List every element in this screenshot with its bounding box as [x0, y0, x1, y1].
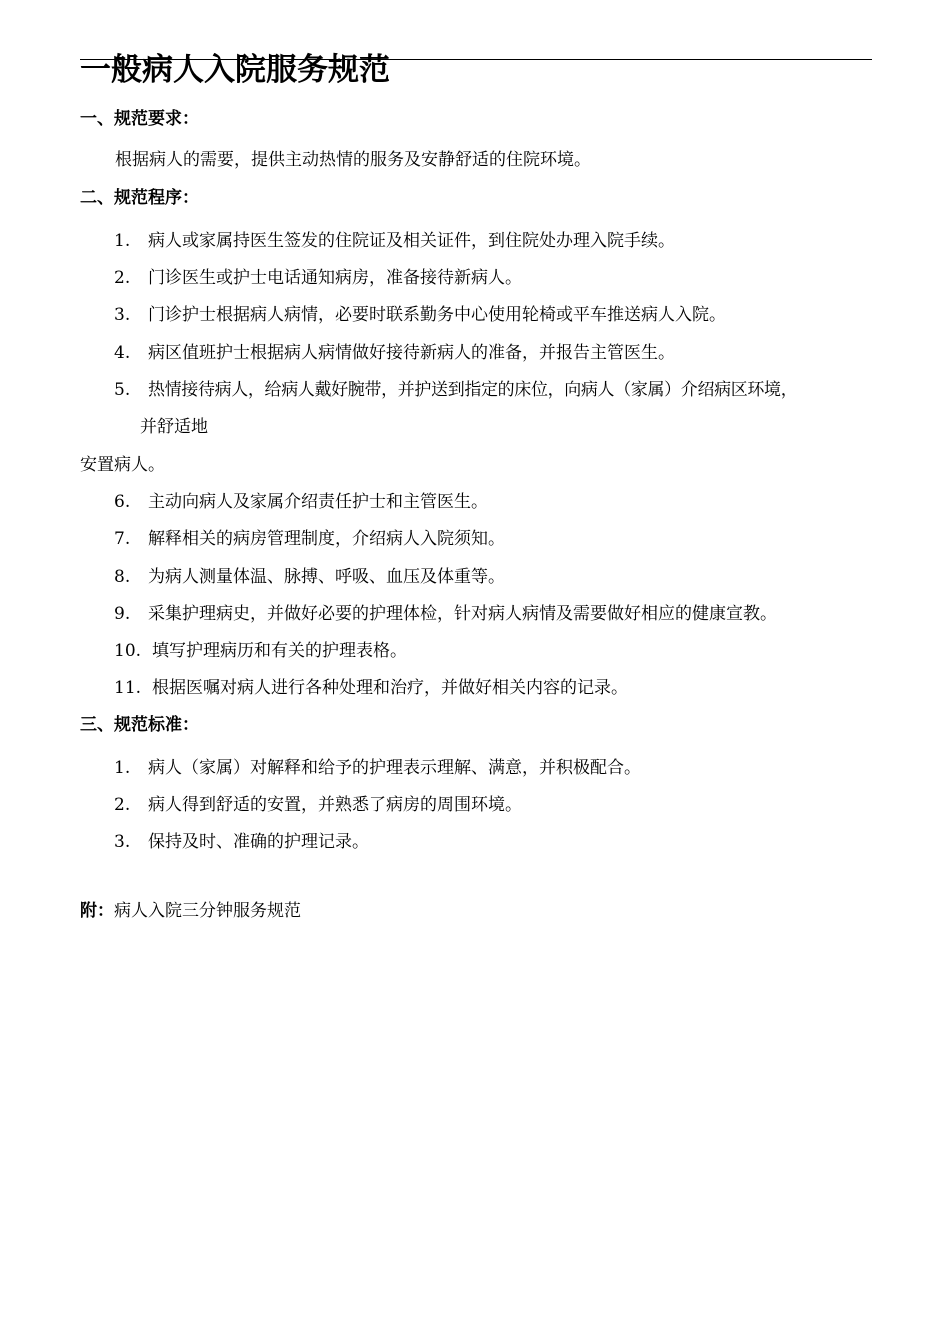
list-item-text: 病人或家属持医生签发的住院证及相关证件，到住院处办理入院手续。 [148, 231, 675, 251]
list-item-number: 1. [114, 758, 131, 778]
list-item-text: 病人得到舒适的安置，并熟悉了病房的周围环境。 [148, 795, 522, 815]
list-item-text: 主动向病人及家属介绍责任护士和主管医生。 [148, 492, 488, 512]
list-item [114, 830, 369, 854]
list-item-continuation: 并舒适地 [140, 417, 208, 437]
list-item-number: 8. [114, 567, 131, 587]
list-item [114, 602, 777, 626]
list-item [114, 266, 522, 290]
appendix-line [80, 899, 301, 923]
list-item-text: 根据医嘱对病人进行各种处理和治疗，并做好相关内容的记录。 [152, 678, 628, 698]
list-item [114, 565, 505, 589]
list-item [114, 676, 628, 700]
list-item [114, 378, 797, 402]
list-item-continuation: 安置病人。 [80, 455, 165, 475]
requirements-paragraph: 根据病人的需要，提供主动热情的服务及安静舒适的住院环境。 [115, 150, 591, 170]
list-item-number: 6. [114, 492, 131, 512]
list-item-text: 解释相关的病房管理制度，介绍病人入院须知。 [148, 529, 505, 549]
list-item [114, 303, 726, 327]
list-item-text: 采集护理病史，并做好必要的护理体检，针对病人病情及需要做好相应的健康宣教。 [148, 604, 777, 624]
list-item [114, 793, 522, 817]
page-title: 一般病人入院服务规范 [80, 52, 390, 88]
list-item-text: 病人（家属）对解释和给予的护理表示理解、满意，并积极配合。 [148, 758, 641, 778]
appendix-text: 病人入院三分钟服务规范 [114, 901, 301, 921]
list-item-number: 3. [114, 832, 131, 852]
list-item [114, 639, 407, 663]
list-item-number: 3. [114, 305, 131, 325]
list-item-number: 1. [114, 231, 131, 251]
section-heading-requirements: 一、规范要求： [80, 109, 199, 129]
list-item-text: 门诊护士根据病人病情，必要时联系勤务中心使用轮椅或平车推送病人入院。 [148, 305, 726, 325]
list-item-number: 5. [114, 380, 131, 400]
list-item-text: 填写护理病历和有关的护理表格。 [152, 641, 407, 661]
list-item-text: 为病人测量体温、脉搏、呼吸、血压及体重等。 [148, 567, 505, 587]
list-item [114, 527, 505, 551]
list-item [114, 490, 488, 514]
list-item-text: 热情接待病人，给病人戴好腕带，并护送到指定的床位，向病人（家属）介绍病区环境， [148, 380, 798, 400]
list-item-number: 11. [114, 678, 142, 698]
list-item-number: 7. [114, 529, 131, 549]
list-item-text: 病区值班护士根据病人病情做好接待新病人的准备，并报告主管医生。 [148, 343, 675, 363]
list-item [114, 756, 641, 780]
list-item-number: 2. [114, 795, 131, 815]
section-heading-standards: 三、规范标准： [80, 715, 199, 735]
list-item-number: 10. [114, 641, 142, 661]
list-item-text: 门诊医生或护士电话通知病房，准备接待新病人。 [148, 268, 522, 288]
list-item-number: 4. [114, 343, 131, 363]
section-heading-procedure: 二、规范程序： [80, 188, 199, 208]
appendix-label: 附： [80, 901, 114, 921]
list-item [114, 341, 675, 365]
list-item-number: 9. [114, 604, 131, 624]
list-item [114, 229, 675, 253]
list-item-text: 保持及时、准确的护理记录。 [148, 832, 369, 852]
list-item-number: 2. [114, 268, 131, 288]
